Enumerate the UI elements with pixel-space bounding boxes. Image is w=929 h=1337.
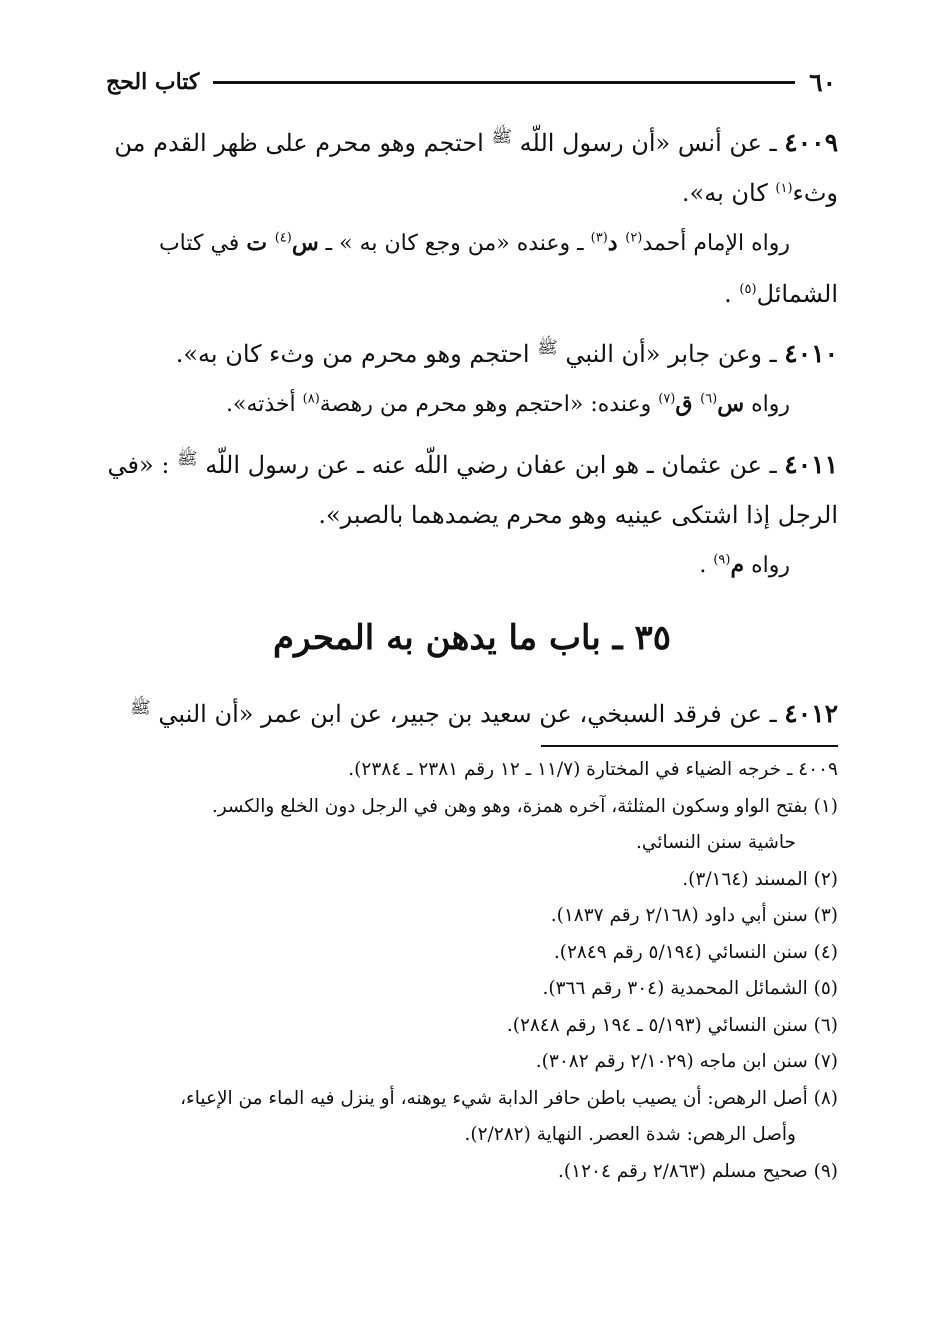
narration-text: أخذته».: [226, 392, 303, 417]
salutation-glyph: ﷺ: [537, 338, 558, 358]
hadith-4010: [106, 323, 838, 430]
main-text: [106, 112, 838, 743]
footnote-line: (٣) سنن أبي داود (٢/١٦٨ رقم ١٨٣٧).: [550, 905, 838, 926]
footnote-line: (٨) أصل الرهص: أن يصيب باطن حافر الدابة شيء يوهنه، أو ينزل فيه الماء من الإعياء،: [180, 1087, 838, 1109]
narration-line: [106, 540, 838, 591]
footnote-ref[interactable]: (٥): [739, 282, 757, 297]
footnote-continuation: حاشية سنن النسائي.: [636, 832, 796, 853]
narration-line: [106, 379, 838, 430]
hadith-text-part: ـ وعن جابر «أن النبي: [557, 340, 785, 368]
footnote-line: ٤٠٠٩ ـ خرجه الضياء في المختارة (١١/٧ ـ ١٢ رقم ٢٣٨١ ـ ٢٣٨٤).: [348, 759, 838, 780]
hadith-number: ٤٠١٠: [784, 339, 838, 368]
narration-text: .: [724, 280, 740, 308]
hadith-text: [106, 112, 838, 218]
source-symbol: م: [730, 552, 745, 578]
footnote-ref[interactable]: (٨): [302, 391, 320, 407]
narration-text: رواه: [744, 553, 790, 578]
hadith-4009: [106, 112, 838, 319]
footnote-line: (٢) المسند (٣/١٦٤).: [682, 868, 838, 890]
hadith-number: ٤٠١٢: [784, 699, 838, 728]
narration-text: رواه: [744, 392, 790, 417]
hadith-text-part: احتجم وهو محرم من وثء كان به».: [175, 340, 538, 368]
narration-text: رواه الإمام أحمد: [642, 231, 790, 256]
footnote-separator: [541, 745, 838, 747]
hadith-text-part: الرجل إذا اشتكى عينيه وهو محرم يضمدهما بالصبر».: [318, 501, 838, 529]
hadith-number: ٤٠١١: [784, 450, 838, 479]
footnote-line: (٥) الشمائل المحمدية (٣٠٤ رقم ٣٦٦).: [542, 978, 838, 999]
footnote-ref[interactable]: (٦): [700, 391, 718, 407]
hadith-text: [106, 323, 838, 379]
narration-text: وعنده: «احتجم وهو محرم من رهصة: [319, 392, 659, 417]
hadith-4012: [106, 683, 838, 739]
footnote-ref[interactable]: (٩): [713, 552, 731, 568]
source-symbol: س: [291, 230, 319, 256]
footnote-ref[interactable]: (٣): [590, 230, 608, 246]
narration-text: في كتاب: [158, 231, 247, 256]
source-symbol: س: [717, 391, 745, 417]
footnotes: [104, 752, 838, 1190]
hadith-text: [106, 683, 838, 739]
hadith-text-part: ـ عن أنس «أن رسول اللّه: [512, 129, 785, 157]
source-symbol: ق: [675, 391, 701, 417]
footnote-line: (٧) سنن ابن ماجه (٢/١٠٢٩ رقم ٣٠٨٢).: [535, 1051, 838, 1072]
page-number: ٦٠: [809, 67, 836, 97]
source-symbol: ت: [246, 230, 275, 256]
footnote-continuation: وأصل الرهص: شدة العصر. النهاية (٢/٢٨٢).: [464, 1124, 796, 1145]
chapter-title: ٣٥ ـ باب ما يدهن به المحرم: [273, 618, 671, 658]
salutation-glyph: ﷺ: [177, 449, 198, 469]
salutation-glyph: ﷺ: [130, 698, 151, 718]
footnote-ref[interactable]: (١): [775, 181, 793, 196]
hadith-text-part: وثء: [792, 179, 838, 207]
salutation-glyph: ﷺ: [491, 127, 512, 147]
footnote-ref[interactable]: (٧): [658, 391, 676, 407]
narration-line: [106, 218, 838, 269]
narration-text: .: [699, 553, 714, 578]
source-symbol: د: [607, 230, 626, 256]
footnote-ref[interactable]: (٢): [625, 230, 643, 246]
narration-text: الشمائل: [756, 280, 838, 308]
page-header: [106, 62, 836, 102]
book-title: كتاب الحج: [106, 69, 200, 95]
hadith-text-part: ـ عن عثمان ـ هو ابن عفان رضي اللّه عنه ـ عن رسول اللّه: [197, 451, 785, 479]
hadith-text-part: احتجم وهو محرم على ظهر القدم من: [114, 129, 492, 157]
hadith-text-part: : «في: [107, 451, 178, 479]
footnote-ref[interactable]: (٤): [274, 230, 292, 246]
hadith-text-part: كان به».: [681, 179, 776, 207]
footnote-line: (٤) سنن النسائي (٥/١٩٤ رقم ٢٨٤٩).: [553, 941, 838, 963]
hadith-number: ٤٠٠٩: [784, 128, 838, 157]
hadith-4011: [106, 434, 838, 591]
narration-text: ـ وعنده «من وجع كان به » ـ: [318, 231, 591, 256]
footnote-line: (١) بفتح الواو وسكون المثلثة، آخره همزة، وهو وهن في الرجل دون الخلع والكسر.: [211, 795, 838, 817]
hadith-text-part: ـ عن فرقد السبخي، عن سعيد بن جبير، عن ابن عمر «أن النبي: [150, 700, 785, 728]
hadith-text: [106, 434, 838, 540]
footnote-line: (٩) صحيح مسلم (٢/٨٦٣ رقم ١٢٠٤).: [558, 1160, 838, 1182]
header-rule: [213, 81, 795, 84]
narration-continuation: [106, 269, 838, 319]
footnote-line: (٦) سنن النسائي (٥/١٩٣ ـ ١٩٤ رقم ٢٨٤٨).: [506, 1014, 838, 1036]
